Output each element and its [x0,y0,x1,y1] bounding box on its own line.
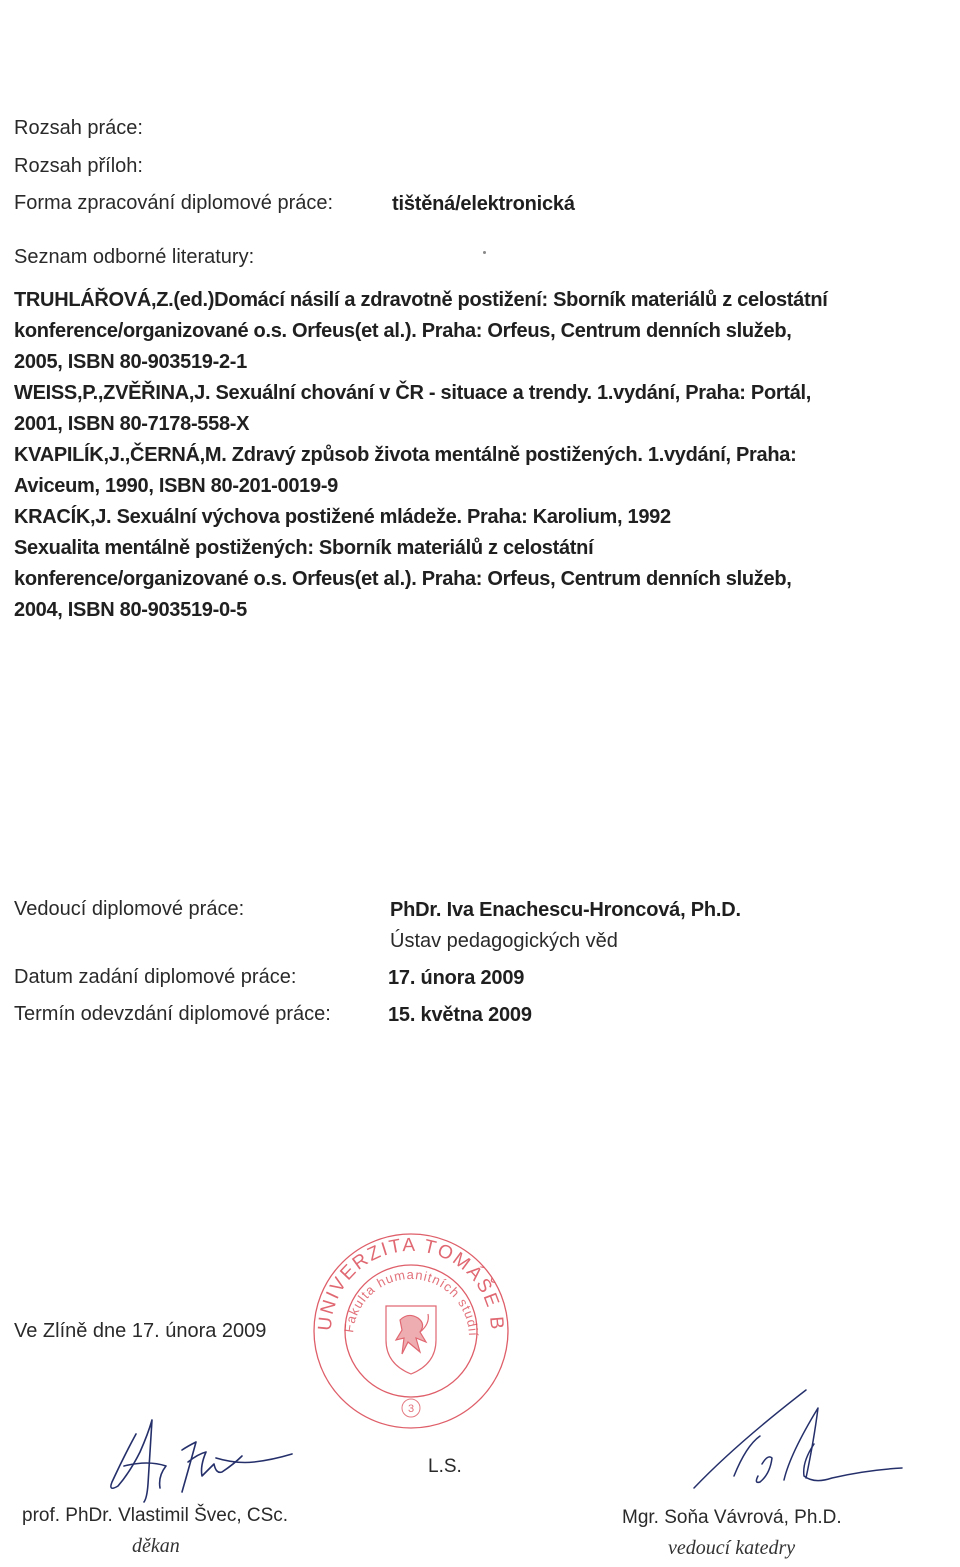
stamp-inner-text: Fakulta humanitních studií [341,1266,482,1338]
place-date: Ve Zlíně dne 17. února 2009 [14,1320,267,1342]
head-role: vedoucí katedry [668,1537,796,1559]
literature-line: konference/organizované o.s. Orfeus(et al.). Praha: Orfeus, Centrum denních služeb, [14,568,792,590]
odevzdani-label: Termín odevzdání diplomové práce: [14,1003,331,1025]
literature-entry [14,285,914,378]
stamp-number: 3 [407,1403,415,1415]
literature-entry [14,533,914,626]
literature-line: TRUHLÁŘOVÁ,Z.(ed.)Domácí násilí a zdravotně postižení: Sborník materiálů z celostátní [14,289,828,311]
ls-mark: L.S. [428,1456,462,1477]
scan-speck [483,251,486,254]
dean-signature [96,1412,296,1507]
dean-role: děkan [132,1535,180,1557]
forma-label: Forma zpracování diplomové práce: [14,192,334,214]
literature-line: 2001, ISBN 80-7178-558-X [14,413,250,435]
literature-line: KRACÍK,J. Sexuální výchova postižené mládeže. Praha: Karolium, 1992 [14,506,671,528]
literature-list [14,285,914,626]
literature-line: 2005, ISBN 80-903519-2-1 [14,351,247,373]
zadani-value: 17. února 2009 [388,967,525,989]
literature-line: Sexualita mentálně postižených: Sborník materiálů z celostátní [14,537,594,559]
literature-entry [14,502,914,533]
literature-line: KVAPILÍK,J.,ČERNÁ,M. Zdravý způsob života mentálně postižených. 1.vydání, Praha: [14,444,797,466]
literature-entry [14,378,914,440]
supervisor-institute: Ústav pedagogických věd [390,930,618,952]
literatura-label: Seznam odborné literatury: [14,246,255,268]
lion-emblem [386,1306,436,1374]
literature-line: Aviceum, 1990, ISBN 80-201-0019-9 [14,475,338,497]
literature-line: 2004, ISBN 80-903519-0-5 [14,599,247,621]
odevzdani-value: 15. května 2009 [388,1004,532,1026]
literature-entry [14,440,914,502]
supervisor-name: PhDr. Iva Enachescu-Hroncová, Ph.D. [390,899,741,921]
zadani-label: Datum zadání diplomové práce: [14,966,297,988]
stamp-outer-text: UNIVERZITA TOMÁŠE B [314,1234,508,1333]
stamp-svg [308,1228,514,1434]
literature-line: konference/organizované o.s. Orfeus(et al.). Praha: Orfeus, Centrum denních služeb, [14,320,792,342]
university-stamp [308,1228,514,1434]
supervisor-label: Vedoucí diplomové práce: [14,898,245,920]
forma-value: tištěná/elektronická [392,193,575,215]
dean-name: prof. PhDr. Vlastimil Švec, CSc. [22,1505,289,1526]
rozsah-prace-label: Rozsah práce: [14,117,143,139]
rozsah-priloh-label: Rozsah příloh: [14,155,143,177]
head-name: Mgr. Soňa Vávrová, Ph.D. [622,1507,842,1528]
literature-line: WEISS,P.,ZVĚŘINA,J. Sexuální chování v ČR - situace a trendy. 1.vydání, Praha: Portál, [14,382,812,404]
head-signature [676,1384,912,1496]
